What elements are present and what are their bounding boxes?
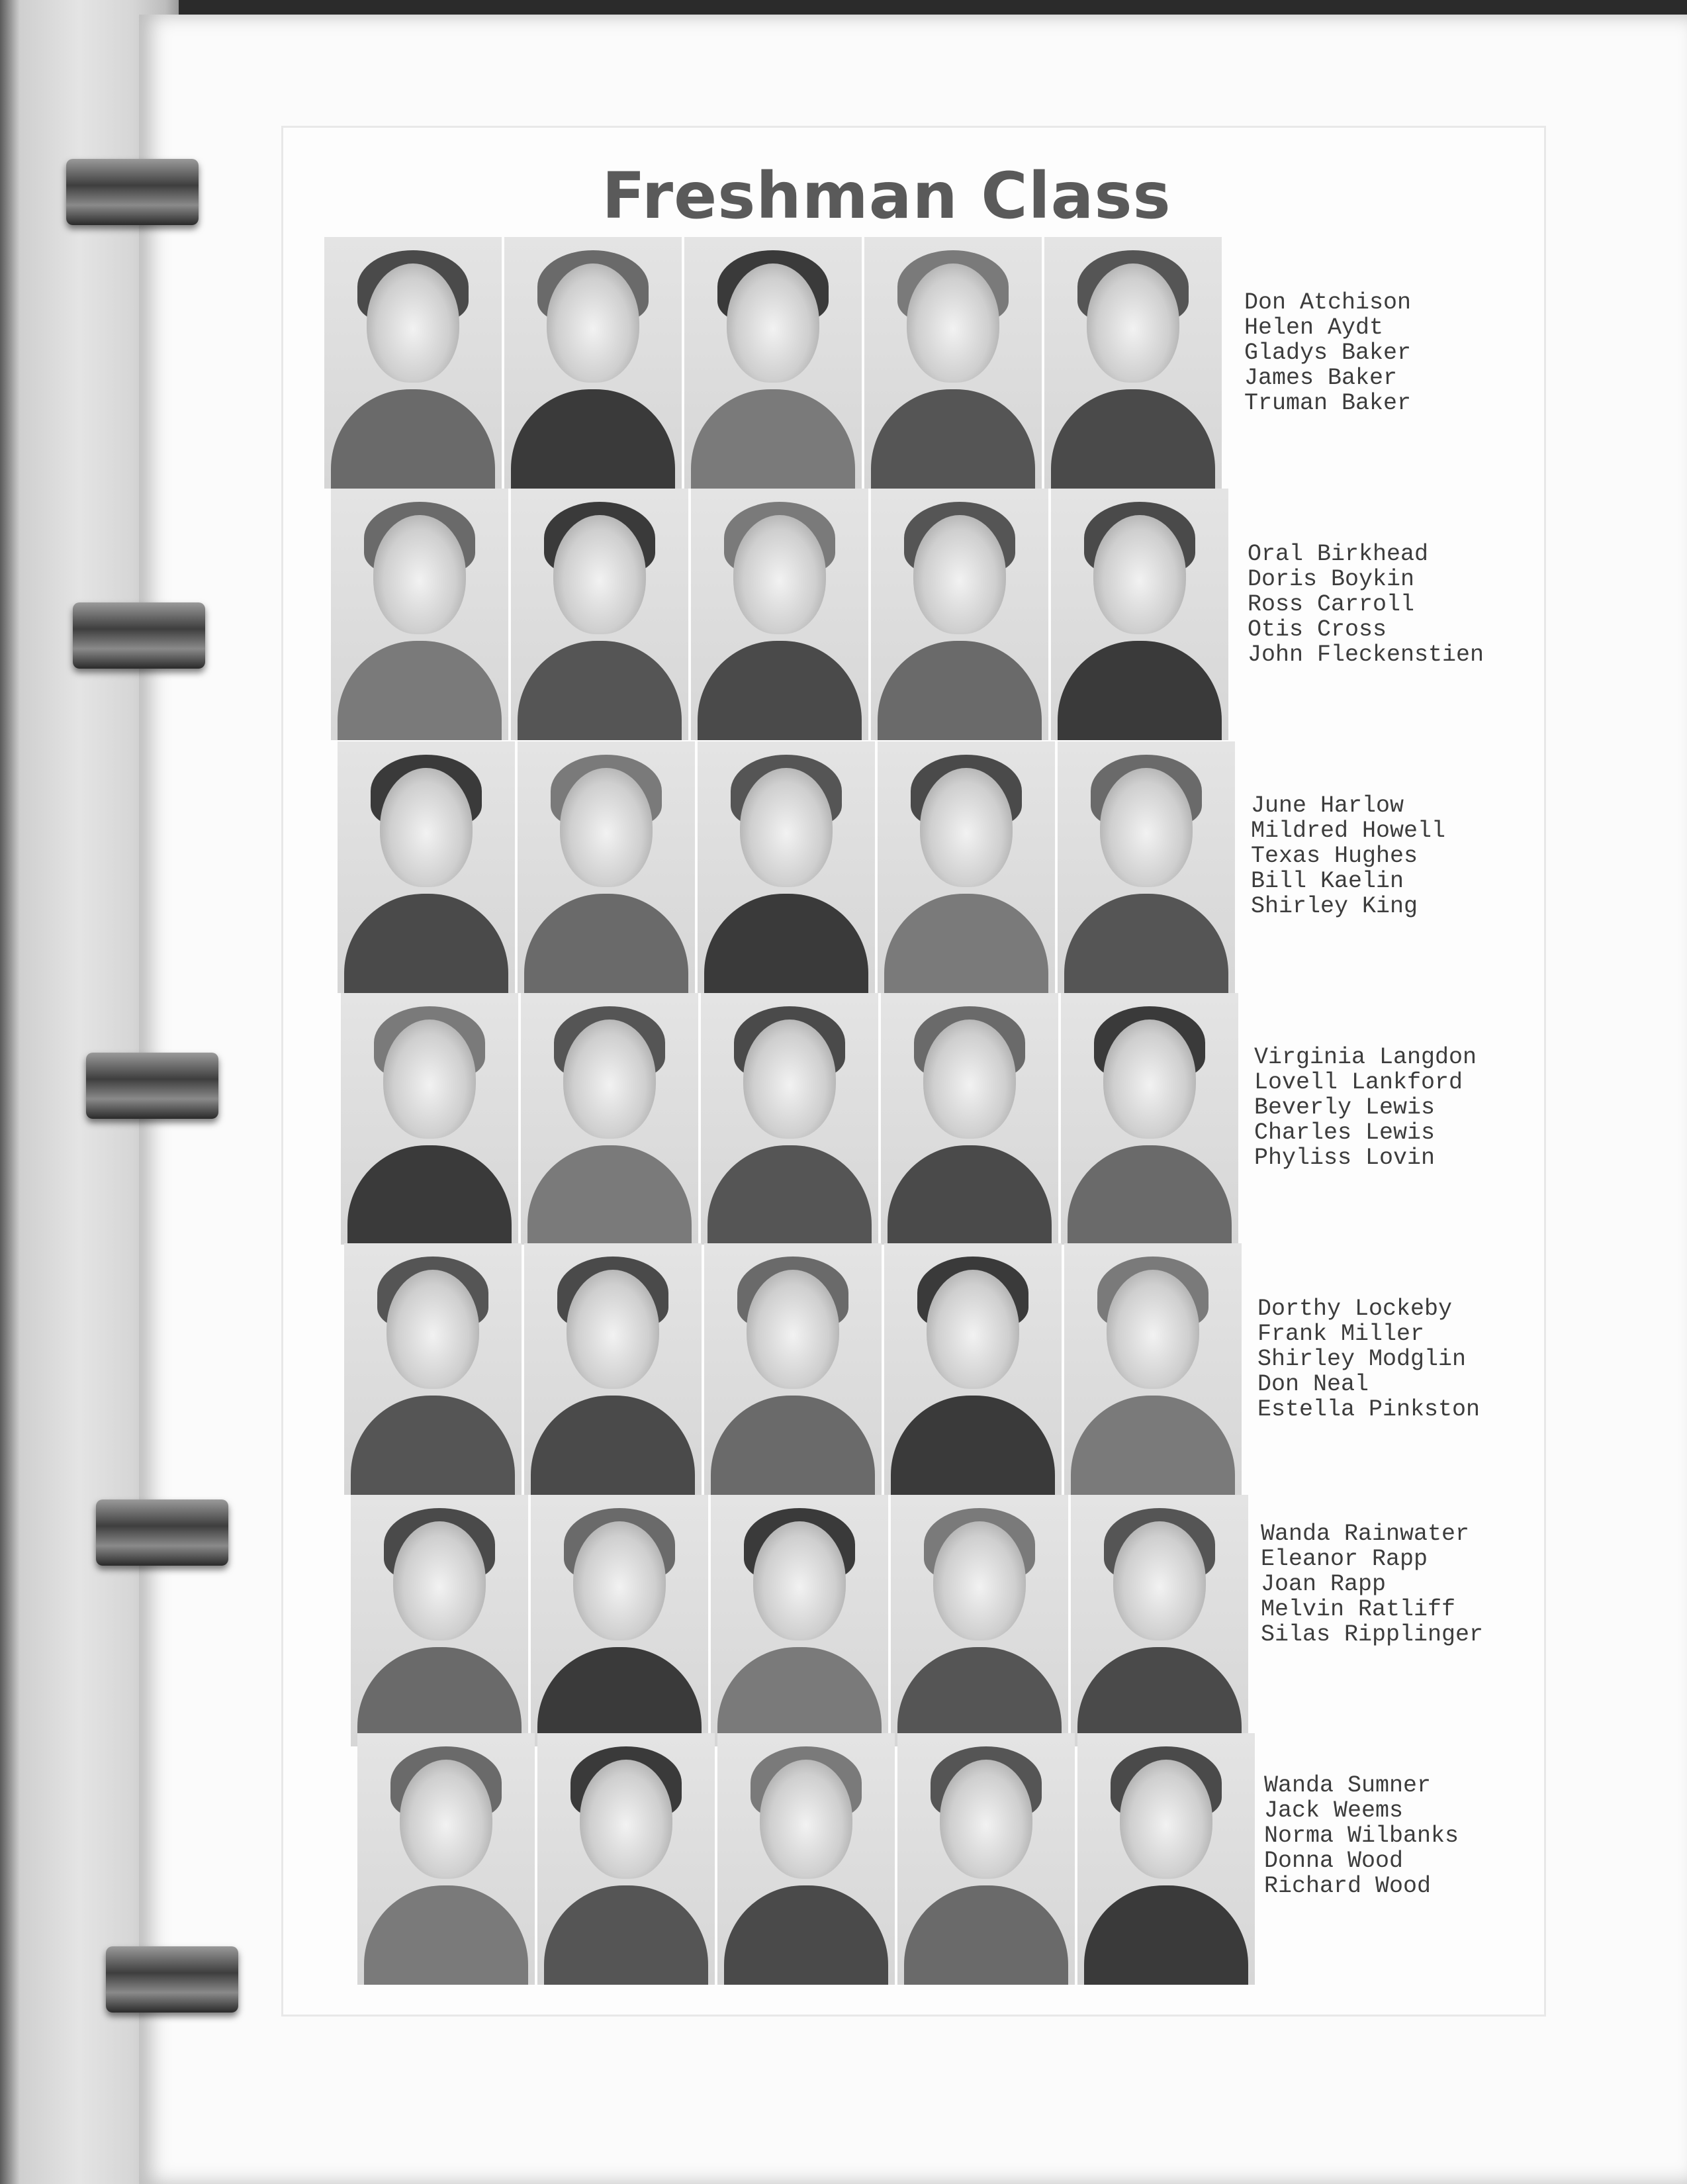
photo-row	[324, 237, 1224, 495]
student-name: Doris Boykin	[1248, 566, 1415, 593]
student-photo	[524, 1243, 702, 1495]
student-name: Texas Hughes	[1251, 843, 1418, 869]
student-photo	[1077, 1733, 1255, 1985]
student-name: Beverly Lewis	[1254, 1094, 1436, 1121]
student-name: Don Atchison	[1244, 289, 1412, 316]
student-name: Richard Wood	[1264, 1873, 1432, 1899]
student-photo	[717, 1733, 895, 1985]
student-photo	[1064, 1243, 1242, 1495]
student-photo	[357, 1733, 535, 1985]
student-photo	[518, 741, 695, 993]
student-name: Oral Birkhead	[1248, 541, 1429, 567]
student-photo	[537, 1733, 715, 1985]
student-photo	[691, 489, 868, 740]
student-photo	[1061, 993, 1238, 1245]
name-list	[1244, 290, 1542, 416]
binder-clip	[96, 1499, 228, 1566]
student-photo	[344, 1243, 522, 1495]
student-name: Don Neal	[1257, 1371, 1369, 1398]
student-photo	[897, 1733, 1075, 1985]
binder-clip	[106, 1946, 238, 2013]
student-photo	[1051, 489, 1228, 740]
student-name: Wanda Sumner	[1264, 1772, 1432, 1799]
student-photo	[331, 489, 508, 740]
photo-row	[357, 1733, 1257, 1991]
student-photo	[531, 1495, 708, 1746]
name-list	[1264, 1773, 1562, 1899]
photo-row	[351, 1495, 1251, 1753]
student-name: Donna Wood	[1264, 1848, 1404, 1874]
binder-clip	[86, 1053, 218, 1119]
student-photo	[701, 993, 878, 1245]
name-list	[1261, 1521, 1559, 1647]
student-name: Truman Baker	[1244, 390, 1412, 416]
name-list	[1254, 1045, 1552, 1170]
student-photo	[884, 1243, 1062, 1495]
student-name: Silas Ripplinger	[1261, 1621, 1484, 1648]
photo-row	[344, 1243, 1244, 1501]
student-photo	[864, 237, 1042, 489]
student-name: Gladys Baker	[1244, 340, 1412, 366]
student-photo	[511, 489, 688, 740]
student-photo	[504, 237, 682, 489]
photo-row	[341, 993, 1241, 1251]
student-name: Melvin Ratliff	[1261, 1596, 1456, 1623]
name-list	[1251, 793, 1549, 919]
student-photo	[521, 993, 698, 1245]
student-name: Phyliss Lovin	[1254, 1145, 1436, 1171]
student-name: Charles Lewis	[1254, 1119, 1436, 1146]
photo-row	[338, 741, 1238, 1000]
student-photo	[341, 993, 518, 1245]
student-name: Eleanor Rapp	[1261, 1546, 1428, 1572]
student-name: Jack Weems	[1264, 1797, 1404, 1824]
student-name: June Harlow	[1251, 792, 1404, 819]
student-photo	[704, 1243, 882, 1495]
student-name: Shirley Modglin	[1257, 1346, 1467, 1372]
student-name: Wanda Rainwater	[1261, 1521, 1470, 1547]
student-photo	[881, 993, 1058, 1245]
student-photo	[338, 741, 515, 993]
name-list	[1257, 1296, 1555, 1422]
student-name: Ross Carroll	[1248, 591, 1415, 618]
student-name: Norma Wilbanks	[1264, 1823, 1459, 1849]
page-title: Freshman Class	[602, 159, 1171, 233]
student-photo	[1044, 237, 1222, 489]
student-photo	[684, 237, 862, 489]
student-photo	[891, 1495, 1068, 1746]
student-name: Frank Miller	[1257, 1321, 1425, 1347]
student-name: James Baker	[1244, 365, 1398, 391]
student-name: Helen Aydt	[1244, 314, 1384, 341]
student-photo	[698, 741, 875, 993]
student-photo	[1071, 1495, 1248, 1746]
student-name: Lovell Lankford	[1254, 1069, 1463, 1096]
student-photo	[711, 1495, 888, 1746]
student-name: Estella Pinkston	[1257, 1396, 1481, 1423]
student-name: Bill Kaelin	[1251, 868, 1404, 894]
student-name: Joan Rapp	[1261, 1571, 1387, 1597]
student-name: Dorthy Lockeby	[1257, 1296, 1453, 1322]
student-photo	[351, 1495, 528, 1746]
student-name: Otis Cross	[1248, 616, 1387, 643]
name-list	[1248, 542, 1545, 667]
photo-row	[331, 489, 1231, 747]
student-photo	[1058, 741, 1235, 993]
student-photo	[878, 741, 1055, 993]
student-photo	[324, 237, 502, 489]
student-name: John Fleckenstien	[1248, 641, 1484, 668]
student-photo	[871, 489, 1048, 740]
student-name: Virginia Langdon	[1254, 1044, 1477, 1070]
student-name: Mildred Howell	[1251, 818, 1446, 844]
student-name: Shirley King	[1251, 893, 1418, 920]
binder-clip	[73, 602, 205, 669]
